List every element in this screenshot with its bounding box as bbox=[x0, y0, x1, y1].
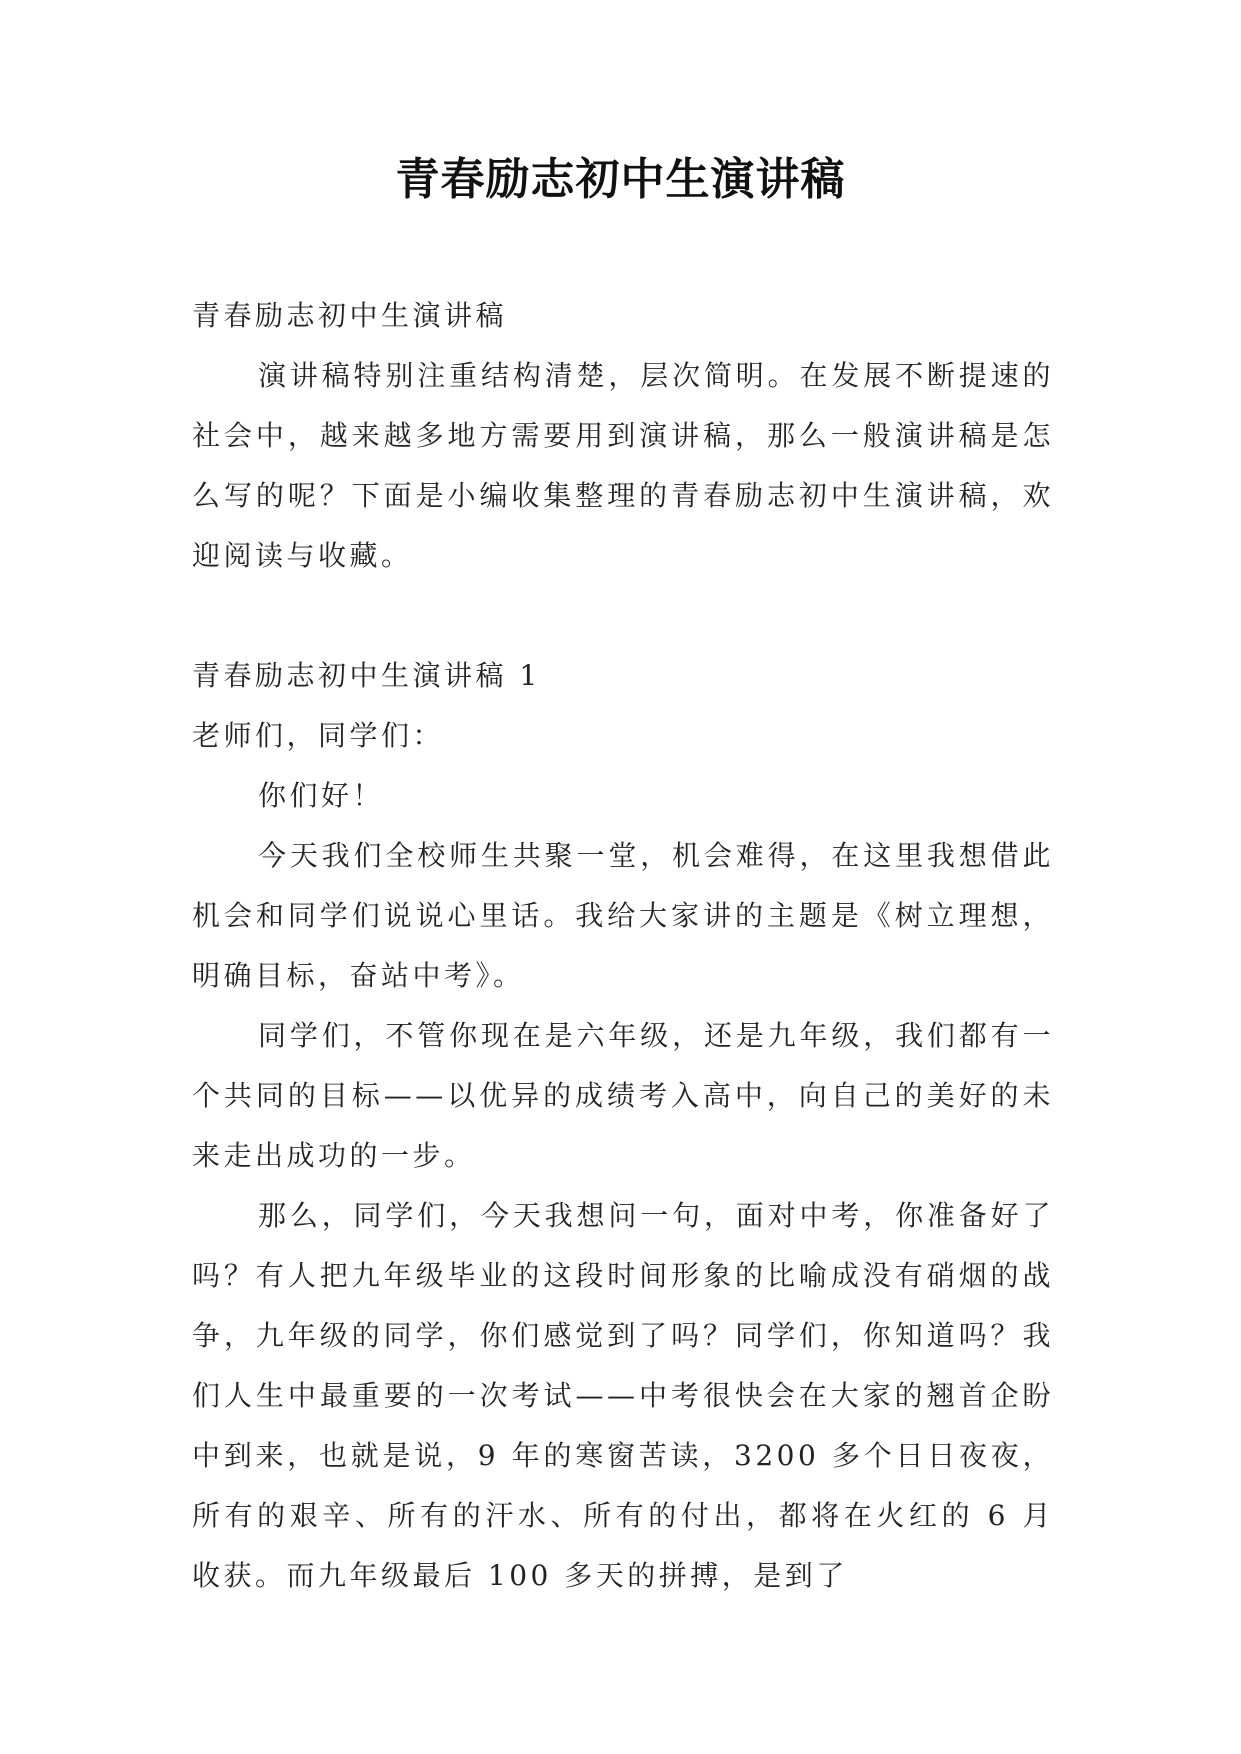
body-paragraph: 那么，同学们，今天我想问一句，面对中考，你准备好了吗？有人把九年级毕业的这段时间形象的比喻成没有硝烟的战争，九年级的同学，你们感觉到了吗？同学们，你知道吗？我们人生中最重要的一次考试——中考很快会在大家的翘首企盼中到来，也就是说，9 年的寒窗苦读，3200 多个日日夜夜，所有的艰辛、所有的汗水、所有的付出，都将在火红的 6 月收获。而九年级最后 100 多天的拼搏，是到了 bbox=[192, 1199, 1054, 1592]
intro-paragraph: 演讲稿特别注重结构清楚，层次简明。在发展不断提速的社会中，越来越多地方需要用到演讲稿，那么一般演讲稿是怎么写的呢？下面是小编收集整理的青春励志初中生演讲稿，欢迎阅读与收藏。 bbox=[192, 359, 1054, 572]
document-body bbox=[192, 286, 1054, 1606]
spacer bbox=[192, 586, 1054, 646]
body-paragraph: 今天我们全校师生共聚一堂，机会难得，在这里我想借此机会和同学们说说心里话。我给大家讲的主题是《树立理想，明确目标，奋站中考》。 bbox=[192, 839, 1054, 992]
greeting: 你们好！ bbox=[258, 779, 385, 812]
salutation: 老师们，同学们： bbox=[192, 719, 445, 752]
body-paragraph: 同学们，不管你现在是六年级，还是九年级，我们都有一个共同的目标——以优异的成绩考入高中，向自己的美好的未来走出成功的一步。 bbox=[192, 1019, 1054, 1172]
subtitle: 青春励志初中生演讲稿 bbox=[192, 299, 508, 332]
section-heading: 青春励志初中生演讲稿 1 bbox=[192, 659, 541, 692]
document-title: 青春励志初中生演讲稿 bbox=[395, 154, 846, 205]
